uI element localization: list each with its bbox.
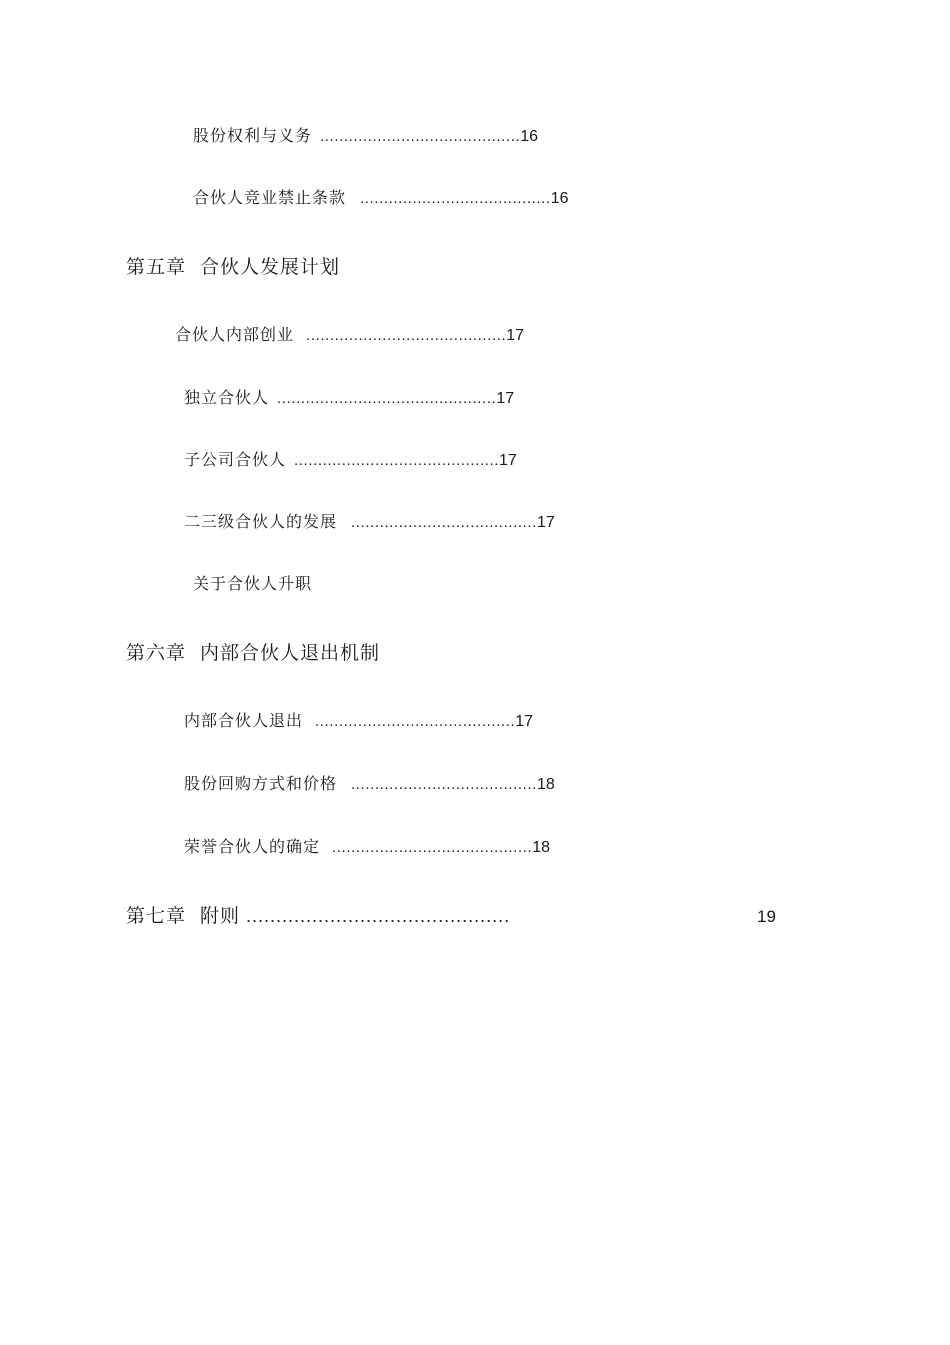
toc-entry-label: 股份权利与义务 [193,126,313,145]
toc-leader-dots: .............................................. [277,390,497,407]
chapter-title: 附则 [200,905,241,927]
toc-entry-share-buyback[interactable] [184,773,555,796]
toc-leader-dots: ....................................... [351,514,537,531]
toc-leader-dots: ........................................ [360,190,551,207]
toc-page-number: 17 [515,713,534,730]
chapter-number: 第六章 [126,642,187,664]
toc-entry-label: 股份回购方式和价格 [184,774,338,793]
chapter-title: 合伙人发展计划 [200,256,341,278]
chapter-number: 第五章 [126,256,187,278]
toc-entry-label: 荣誉合伙人的确定 [184,837,321,856]
toc-entry-share-rights[interactable] [193,125,538,148]
toc-leader-dots: .......................................... [332,839,533,856]
toc-entry-tier-partners[interactable] [184,511,555,534]
toc-page-number: 18 [536,776,555,793]
toc-chapter-7[interactable] [126,903,510,929]
toc-entry-promotion[interactable] [193,573,312,595]
toc-page-number: 16 [520,128,539,145]
toc-page-number: 17 [536,514,555,531]
toc-leader-dots: ............................................ [246,906,511,926]
toc-leader-dots: .......................................... [315,713,516,730]
toc-page-number: 17 [506,327,525,344]
toc-entry-honorary-partner[interactable] [184,836,550,859]
toc-page-number: 18 [532,839,551,856]
toc-page-number: 17 [499,452,517,469]
toc-entry-subsidiary-partner[interactable] [184,449,517,472]
toc-leader-dots: .......................................... [320,128,521,145]
toc-entry-label: 独立合伙人 [184,388,270,407]
toc-page-number: 16 [550,190,569,207]
toc-leader-dots: ....................................... [351,776,537,793]
toc-leader-dots: ........................................... [294,452,500,469]
toc-entry-label: 合伙人竞业禁止条款 [193,188,347,207]
toc-entry-non-compete[interactable] [193,187,569,210]
toc-chapter-6[interactable] [126,640,380,666]
chapter-title: 内部合伙人退出机制 [200,642,381,664]
toc-entry-label: 子公司合伙人 [184,450,287,469]
toc-entry-label: 二三级合伙人的发展 [184,512,338,531]
chapter-number: 第七章 [126,905,187,927]
toc-chapter-7-page-number: 19 [757,907,776,926]
toc-entry-partner-exit[interactable] [184,710,533,733]
toc-leader-dots: .......................................... [306,327,507,344]
toc-entry-label: 合伙人内部创业 [175,325,295,344]
toc-chapter-5[interactable] [126,254,340,280]
toc-entry-label: 内部合伙人退出 [184,711,304,730]
toc-entry-independent-partner[interactable] [184,387,514,410]
toc-entry-label: 关于合伙人升职 [193,574,313,593]
toc-entry-internal-startup[interactable] [175,324,524,347]
toc-page-number: 17 [496,390,515,407]
